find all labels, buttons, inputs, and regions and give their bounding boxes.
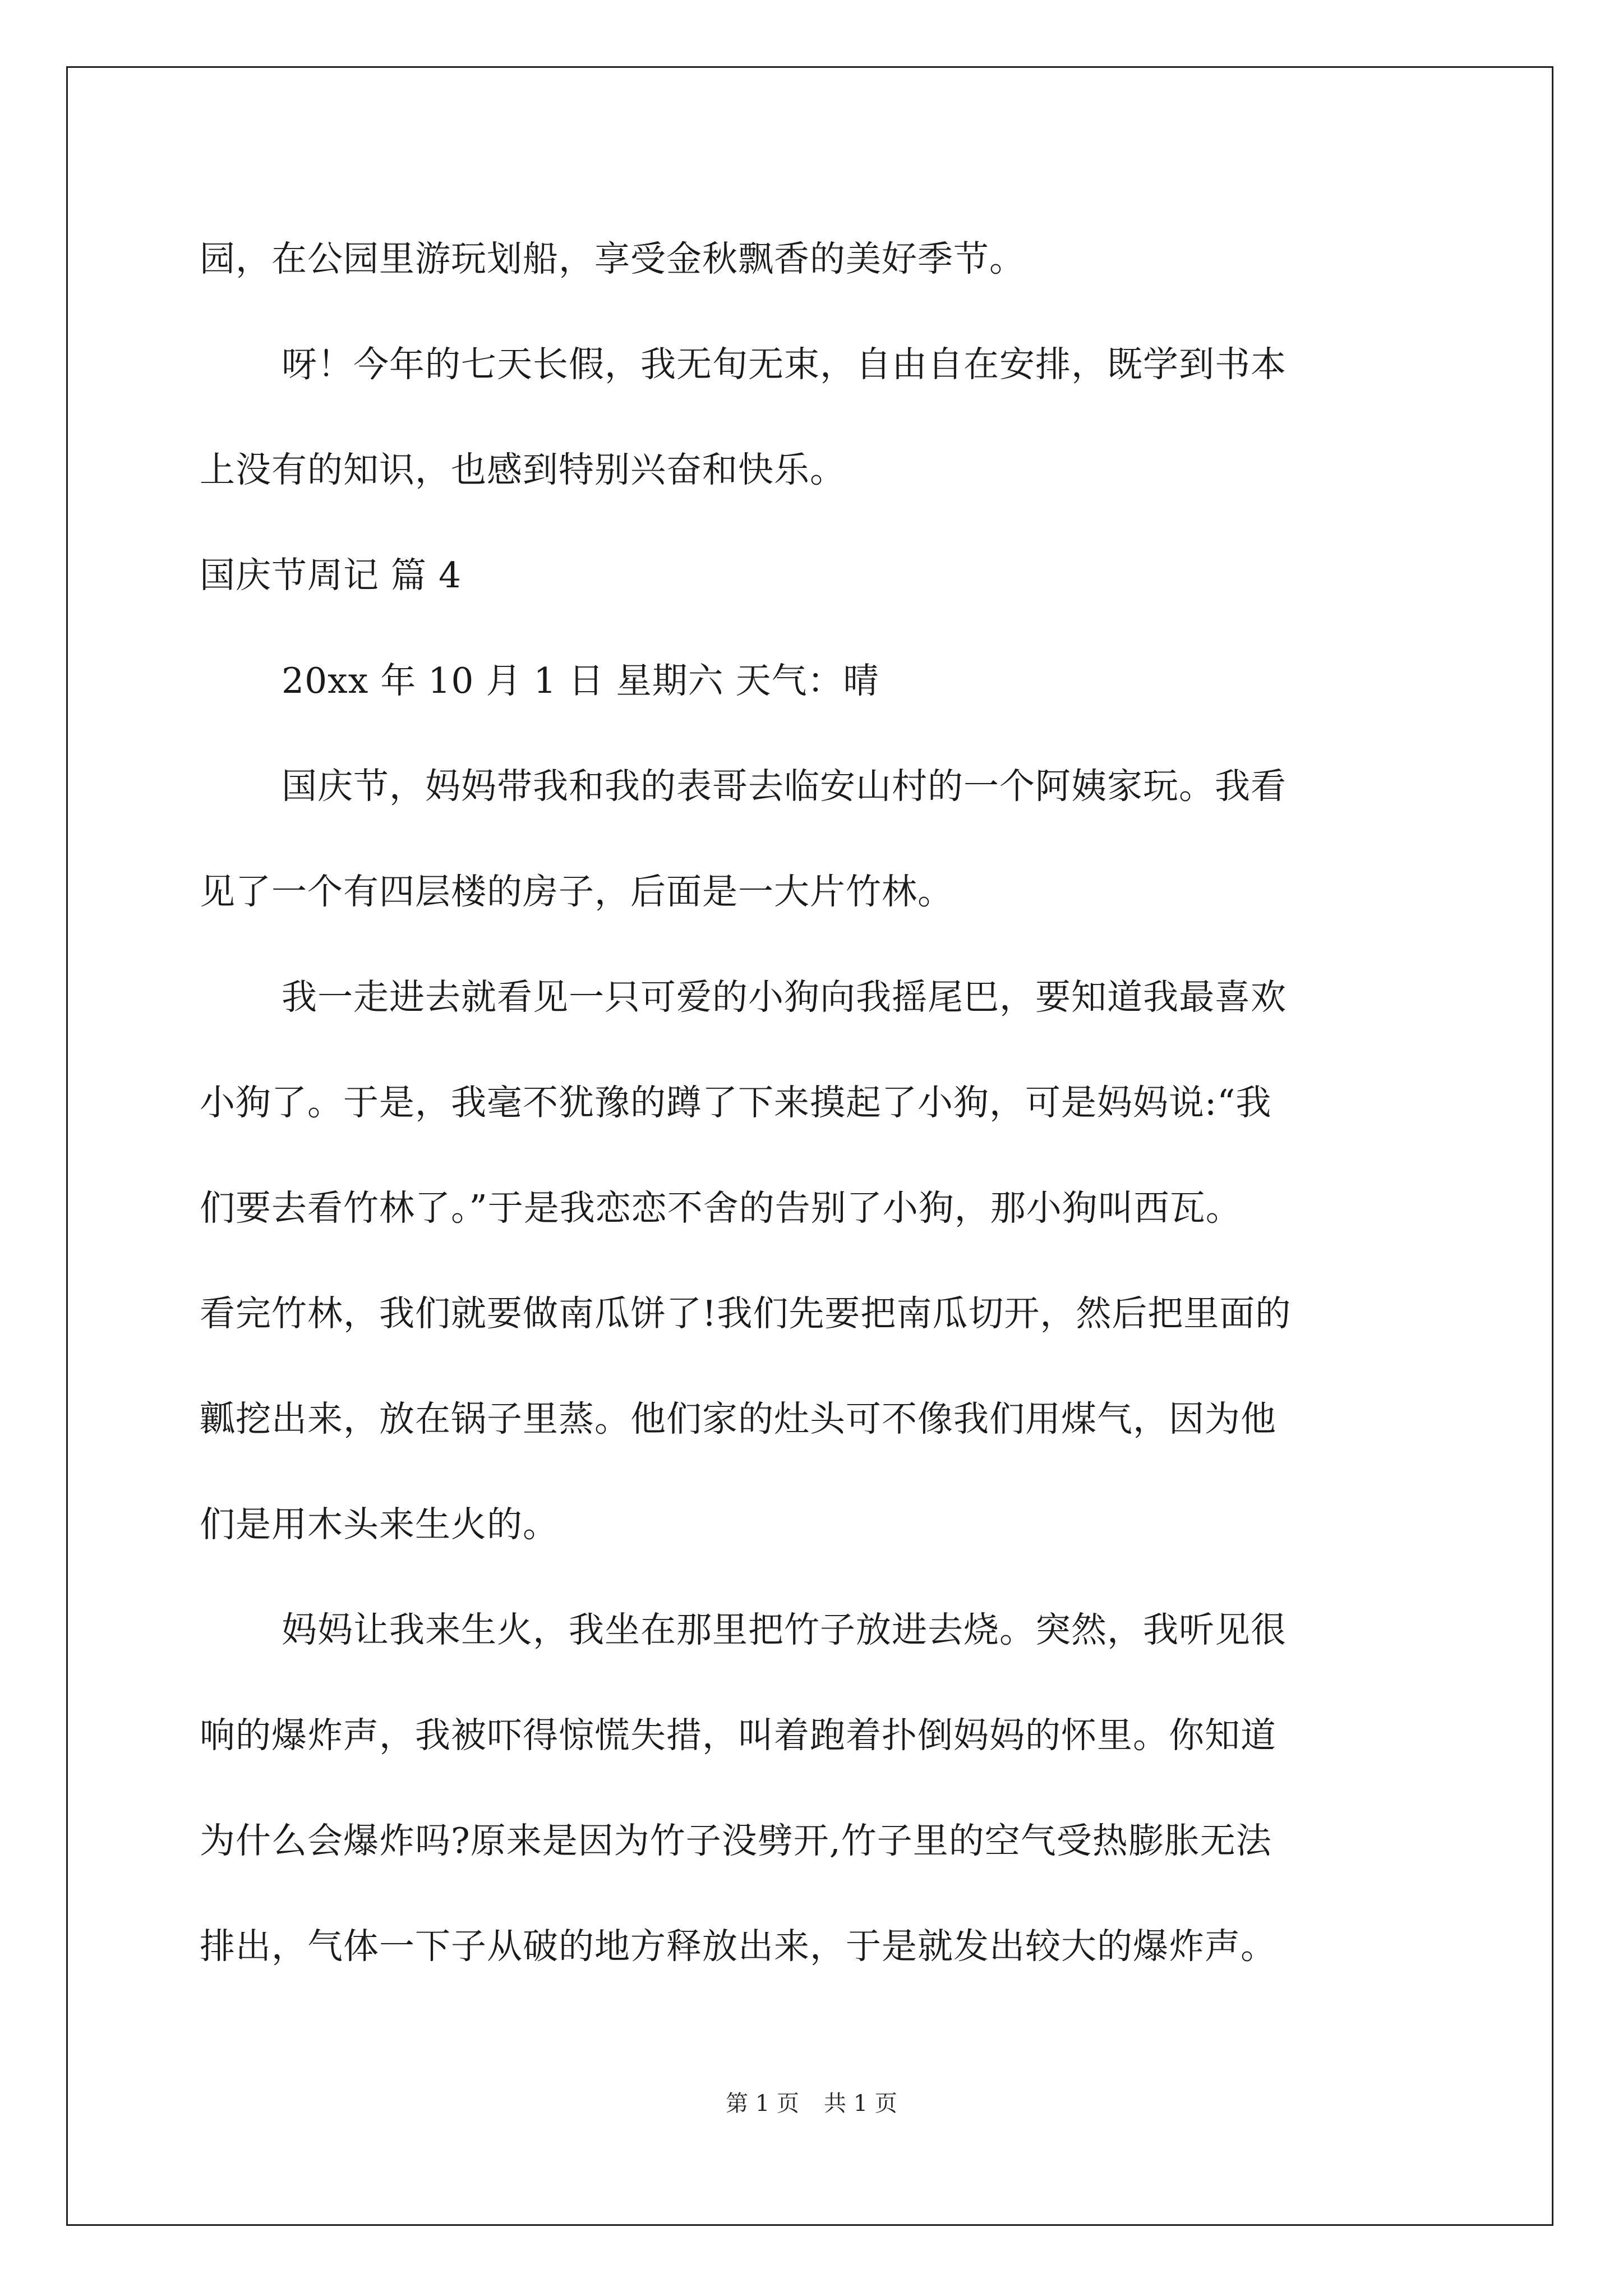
text-line: 看完竹林，我们就要做南瓜饼了!我们先要把南瓜切开，然后把里面的 [200, 1293, 1292, 1334]
text-line: 上没有的知识，也感到特别兴奋和快乐。 [200, 449, 846, 490]
text-line: 们是用木头来生火的。 [200, 1504, 559, 1545]
text-line: 我一走进去就看见一只可爱的小狗向我摇尾巴，要知道我最喜欢 [282, 977, 1287, 1018]
page-number: 第 1 页 [726, 2091, 799, 2116]
text-line: 见了一个有四层楼的房子，后面是一大片竹林。 [200, 871, 953, 912]
text-line: 瓤挖出来，放在锅子里蒸。他们家的灶头可不像我们用煤气，因为他 [200, 1398, 1276, 1439]
text-line: 小狗了。于是，我毫不犹豫的蹲了下来摸起了小狗，可是妈妈说:“我 [200, 1082, 1272, 1123]
text-line: 们要去看竹林了。”于是我恋恋不舍的告别了小狗，那小狗叫西瓦。 [200, 1188, 1242, 1228]
page-footer [0, 2086, 1623, 2118]
diary-date-line: 20xx 年 10 月 1 日 星期六 天气：晴 [282, 660, 879, 701]
document-body [200, 206, 1428, 1999]
text-line: 妈妈让我来生火，我坐在那里把竹子放进去烧。突然，我听见很 [282, 1609, 1287, 1650]
section-heading: 国庆节周记 篇 4 [200, 555, 462, 596]
text-line: 园，在公园里游玩划船，享受金秋飘香的美好季节。 [200, 238, 1025, 279]
text-line: 国庆节，妈妈带我和我的表哥去临安山村的一个阿姨家玩。我看 [282, 766, 1287, 807]
text-line: 呀！今年的七天长假，我无旬无束，自由自在安排，既学到书本 [282, 344, 1287, 385]
text-line: 为什么会爆炸吗?原来是因为竹子没劈开,竹子里的空气受热膨胀无法 [200, 1820, 1272, 1861]
text-line: 排出，气体一下子从破的地方释放出来，于是就发出较大的爆炸声。 [200, 1926, 1276, 1967]
page-total: 共 1 页 [824, 2091, 897, 2116]
text-line: 响的爆炸声，我被吓得惊慌失措，叫着跑着扑倒妈妈的怀里。你知道 [200, 1715, 1276, 1756]
